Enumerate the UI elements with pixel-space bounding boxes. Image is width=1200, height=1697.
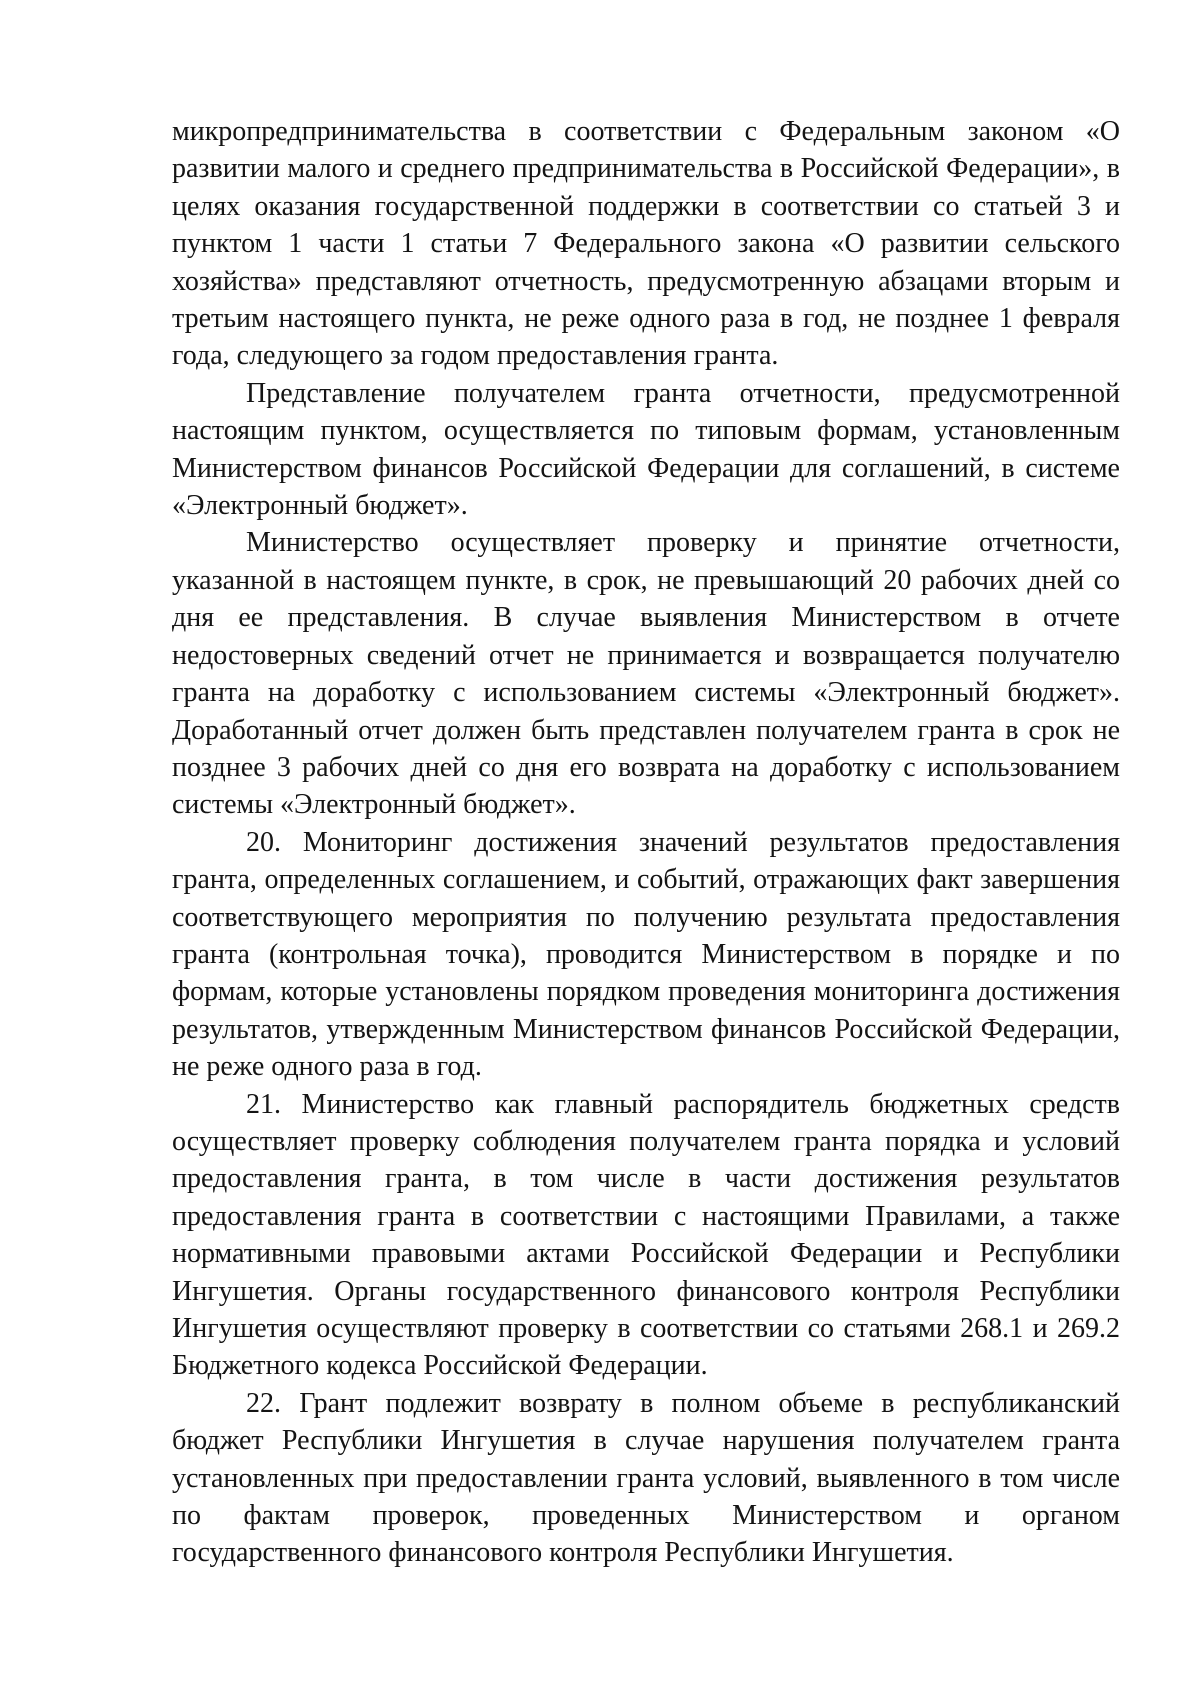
document-page (172, 113, 1120, 1572)
paragraph-clause-21: 21. Министерство как главный распорядитель бюджетных средств осуществляет проверку соблюдения получателем гранта порядка и условий предоставления гранта, в том числе в части достижения результатов предоставления гранта в соответствии с настоящими Правилами, а также нормативными правовыми актами Российской Федерации и Республики Ингушетия. Органы государственного финансового контроля Республики Ингушетия осуществляют проверку в соответствии со статьями 268.1 и 269.2 Бюджетного кодекса Российской Федерации. (172, 1088, 1120, 1382)
paragraph-clause-20: 20. Мониторинг достижения значений результатов предоставления гранта, определенных соглашением, и событий, отражающих факт завершения соответствующего мероприятия по получению результата предоставления гранта (контрольная точка), проводится Министерством в порядке и по формам, которые установлены порядком проведения мониторинга достижения результатов, утвержденным Министерством финансов Российской Федерации, не реже одного раза в год. (172, 826, 1120, 1083)
paragraph-continuation: микропредпринимательства в соответствии с Федеральным законом «О развитии малого и среднего предпринимательства в Российской Федерации», в целях оказания государственной поддержки в соответствии со статьей 3 и пунктом 1 части 1 статьи 7 Федерального закона «О развитии сельского хозяйства» представляют отчетность, предусмотренную абзацами вторым и третьим настоящего пункта, не реже одного раза в год, не позднее 1 февраля года, следующего за годом предоставления гранта. (172, 116, 1120, 372)
paragraph-clause-22: 22. Грант подлежит возврату в полном объеме в республиканский бюджет Республики Ингушетия в случае нарушения получателем гранта установленных при предоставлении гранта условий, выявленного в том числе по фактам проверок, проведенных Министерством и органом государственного финансового контроля Республики Ингушетия. (172, 1387, 1120, 1569)
paragraph-reporting-forms: Представление получателем гранта отчетности, предусмотренной настоящим пунктом, осуществляется по типовым формам, установленным Министерством финансов Российской Федерации для соглашений, в системе «Электронный бюджет». (172, 377, 1120, 522)
paragraph-ministry-check: Министерство осуществляет проверку и принятие отчетности, указанной в настоящем пункте, в срок, не превышающий 20 рабочих дней со дня ее представления. В случае выявления Министерством в отчете недостоверных сведений отчет не принимается и возвращается получателю гранта на доработку с использованием системы «Электронный бюджет». Доработанный отчет должен быть представлен получателем гранта в срок не позднее 3 рабочих дней со дня его возврата на доработку с использованием системы «Электронный бюджет». (172, 527, 1120, 821)
